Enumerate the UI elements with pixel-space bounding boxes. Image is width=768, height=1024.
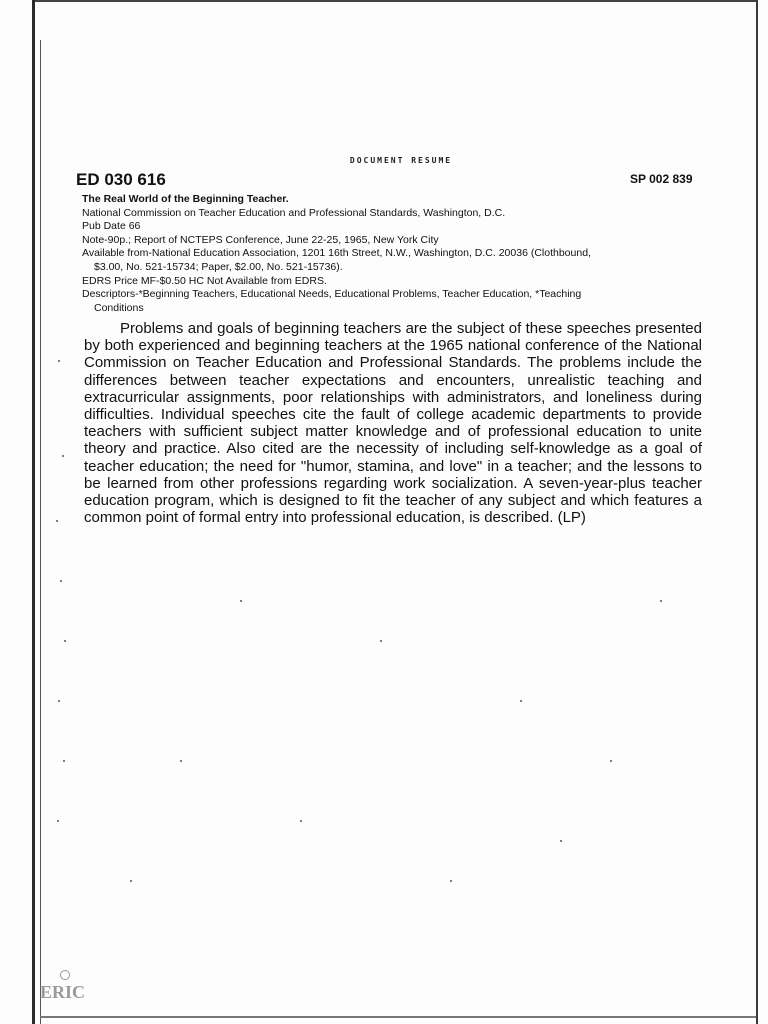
scan-edge-left-inner	[40, 40, 41, 1024]
scan-speck	[560, 840, 562, 842]
scan-edge-right	[756, 0, 758, 1024]
scan-edge-bottom	[40, 1016, 756, 1018]
scan-edge-top	[32, 0, 758, 2]
scan-speck	[57, 820, 59, 822]
scan-speck	[450, 880, 452, 882]
sp-number: SP 002 839	[630, 172, 693, 186]
bibliographic-metadata	[82, 193, 707, 315]
scan-speck	[240, 600, 242, 602]
edrs-price: EDRS Price MF-$0.50 HC Not Available from EDRS.	[82, 274, 327, 287]
pub-date: Pub Date 66	[82, 220, 141, 233]
descriptors-line-1: Descriptors-*Beginning Teachers, Educational Needs, Educational Problems, Teacher Education, *Teaching	[82, 288, 582, 301]
ed-number: ED 030 616	[76, 170, 166, 189]
eric-logo: ERIC	[40, 982, 86, 1002]
scan-speck	[180, 760, 182, 762]
scan-speck	[64, 640, 66, 642]
scan-speck	[660, 600, 662, 602]
note: Note-90p.; Report of NCTEPS Conference, June 22-25, 1965, New York City	[82, 233, 439, 246]
availability	[82, 247, 707, 274]
document-resume-heading: DOCUMENT RESUME	[349, 156, 453, 165]
scan-speck	[62, 455, 64, 457]
availability-line-1: Available from-National Education Association, 1201 16th Street, N.W., Washington, D.C. 20036 (Clothbound,	[82, 247, 591, 260]
abstract-paragraph: Problems and goals of beginning teachers are the subject of these speeches presented by both experienced and beginning teachers at the 1965 national conference of the National Commission on Teacher Education and Professional Standards. The problems include the differences between teacher expectations and encounters, unrealistic teaching and extracurricular assignments, poor relationships with administrators, and loneliness during difficulties. Individual speeches cite the fault of college academic departments to provide teachers with sufficient subject matter knowledge and of professional education to unite theory and practice. Also cited are the necessity of including self-knowledge as a goal of teacher education; the need for "humor, stamina, and love" in a teacher; and the lessons to be learned from other professions regarding work socialization. A seven-year-plus teacher education program, which is designed to fit the teacher of any subject and which features a common point of formal entry into professional education, is described. (LP)	[84, 320, 702, 527]
scan-speck	[58, 360, 60, 362]
scan-speck	[520, 700, 522, 702]
descriptors-line-2: Conditions	[94, 301, 144, 314]
scan-edge-left	[32, 0, 35, 1024]
scan-speck	[610, 760, 612, 762]
eric-logo-mark-icon	[60, 970, 70, 980]
institution: National Commission on Teacher Education and Professional Standards, Washington, D.C.	[82, 206, 506, 219]
scan-speck	[130, 880, 132, 882]
availability-line-2: $3.00, No. 521-15734; Paper, $2.00, No. 521-15736).	[94, 260, 343, 273]
scan-speck	[58, 700, 60, 702]
scan-speck	[300, 820, 302, 822]
descriptors	[82, 288, 707, 315]
scan-speck	[63, 760, 65, 762]
scan-speck	[60, 580, 62, 582]
scan-speck	[380, 640, 382, 642]
scan-speck	[56, 520, 58, 522]
document-title: The Real World of the Beginning Teacher.	[82, 193, 289, 205]
